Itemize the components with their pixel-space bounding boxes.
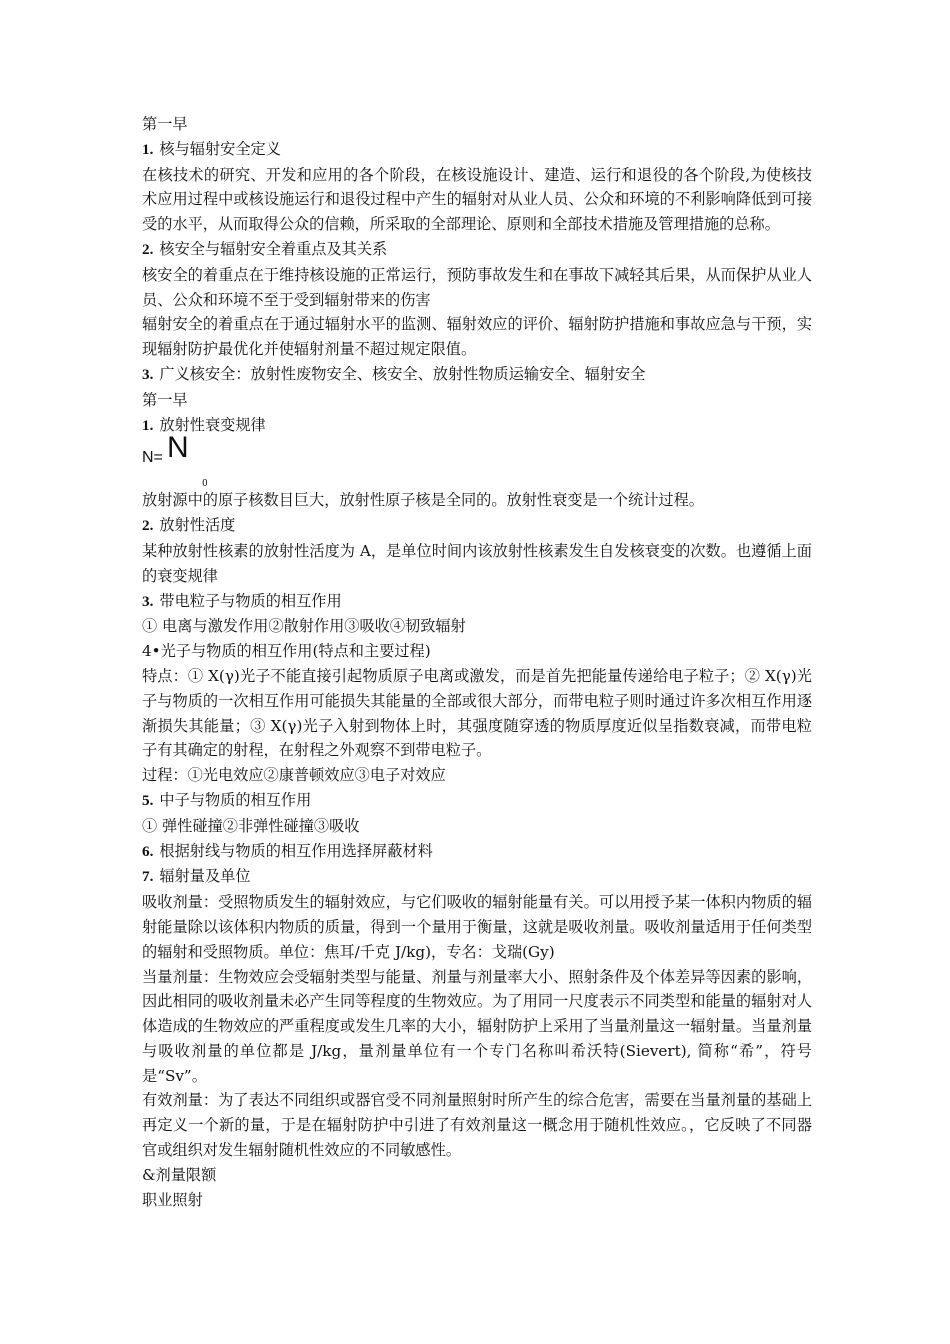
section-title-text: 广义核安全：放射性废物安全、核安全、放射性物质运输安全、辐射安全 (159, 364, 646, 383)
paragraph: 当量剂量：生物效应会受辐射类型与能量、剂量与剂量率大小、照射条件及个体差异等因素的影响，因此相同的吸收剂量未必产生同等程度的生物效应。为了用同一尺度表示不同类型和能量的辐射对人体造成的生物效应的严重程度或发生几率的大小，辐射防护上采用了当量剂量这一辐射量。当量剂量与吸收剂量的单位都是 J/kg，量剂量单位有一个专门名称叫希沃特(Sievert), 简称“希”，符号是“Sv”。 (142, 967, 812, 1085)
formula-subscript: 0 (202, 479, 208, 490)
section-title (142, 137, 812, 163)
section-number: 2. (142, 240, 154, 258)
paragraph: 过程：①光电效应②康普顿效应③电子对效应 (142, 766, 446, 785)
section-title-text: 辐射量及单位 (159, 867, 251, 886)
section-number: 5. (142, 791, 154, 809)
section-title (142, 362, 812, 388)
section-number: 1. (142, 416, 154, 434)
chapter-heading: 第一早 (142, 115, 188, 133)
section-title (142, 413, 812, 439)
section-title (142, 237, 812, 263)
section-title (142, 839, 812, 865)
section-title: 4•光子与物质的相互作用(特点和主要过程) (142, 642, 431, 661)
formula-lhs: N= (142, 449, 163, 467)
section-title-text: 核安全与辐射安全着重点及其关系 (159, 239, 388, 258)
decay-formula (142, 431, 812, 490)
section-number: 6. (142, 842, 154, 860)
paragraph: 吸收剂量：受照物质发生的辐射效应，与它们吸收的辐射能量有关。可以用授予某一体积内物质的辐射能量除以该体积内物质的质量，得到一个量用于衡量，这就是吸收剂量。吸收剂量适用于任何类型的辐射和受照物质。单位：焦耳/千克 J/kg)，专名：戈瑞(Gy) (142, 893, 812, 961)
section-title-text: 带电粒子与物质的相互作用 (159, 591, 342, 610)
paragraph: 特点：① Χ(γ)光子不能直接引起物质原子电离或激发，而是首先把能量传递给电子粒子；② Χ(γ)光子与物质的一次相互作用可能损失其能量的全部或很大部分，而带电粒子则时通过许多次相互作用逐渐损失其能量；③ Χ(γ)光子入射到物体上时，其强度随穿透的物质厚度近似呈指数衰减，而带电粒子有其确定的射程，在射程之外观察不到带电粒子。 (142, 666, 812, 760)
section-number: 7. (142, 868, 154, 886)
paragraph: 辐射安全的着重点在于通过辐射水平的监测、辐射效应的评价、辐射防护措施和事故应急与干预，实现辐射防护最优化并使辐射剂量不超过规定限值。 (142, 315, 812, 359)
section-title-text: 中子与物质的相互作用 (159, 790, 312, 809)
paragraph: 核安全的着重点在于维持核设施的正常运行，预防事故发生和在事故下减轻其后果，从而保护从业人员、公众和环境不至于受到辐射带来的伤害 (142, 265, 812, 309)
section-title-text: 核与辐射安全定义 (159, 139, 281, 158)
section-title (142, 788, 812, 814)
section-title-text: 放射性衰变规律 (159, 415, 266, 434)
paragraph: 有效剂量：为了表达不同组织或器官受不同剂量照射时所产生的综合危害，需要在当量剂量的基础上再定义一个新的量，于是在辐射防护中引进了有效剂量这一概念用于随机性效应。，它反映了不同器官或组织对发生辐射随机性效应的不同敏感性。 (142, 1091, 812, 1160)
subsection-title: 职业照射 (142, 1190, 203, 1209)
section-number: 3. (142, 365, 154, 383)
formula-n: N (167, 431, 189, 465)
section-number: 2. (142, 517, 154, 535)
section-number: 1. (142, 140, 154, 158)
paragraph: 某种放射性核素的放射性活度为 A，是单位时间内该放射性核素发生自发核衰变的次数。也遵循上面的衰变规律 (142, 541, 812, 585)
section-title-text: 根据射线与物质的相互作用选择屏蔽材料 (159, 841, 433, 860)
section-title-text: 放射性活度 (159, 516, 236, 535)
document-page (142, 112, 812, 1212)
chapter-heading: 第一早 (142, 390, 188, 409)
section-title (142, 513, 812, 539)
paragraph: 放射源中的原子核数目巨大，放射性原子核是全同的。放射性衰变是一个统计过程。 (142, 491, 704, 510)
paragraph: 在核技术的研究、开发和应用的各个阶段，在核设施设计、建造、运行和退役的各个阶段,为使核技术应用过程中或核设施运行和退役过程中产生的辐射对从业人员、公众和环境的不利影响降低到可接受的水平，从而取得公众的信赖，所采取的全部理论、原则和全部技术措施及管理措施的总称。 (142, 165, 812, 234)
section-title (142, 864, 812, 890)
section-number: 3. (142, 592, 154, 610)
paragraph: ① 弹性碰撞②非弹性碰撞③吸收 (142, 816, 360, 835)
section-title (142, 589, 812, 615)
section-title: &剂量限额 (142, 1165, 217, 1184)
paragraph: ① 电离与激发作用②散射作用③吸收④韧致辐射 (142, 617, 466, 636)
